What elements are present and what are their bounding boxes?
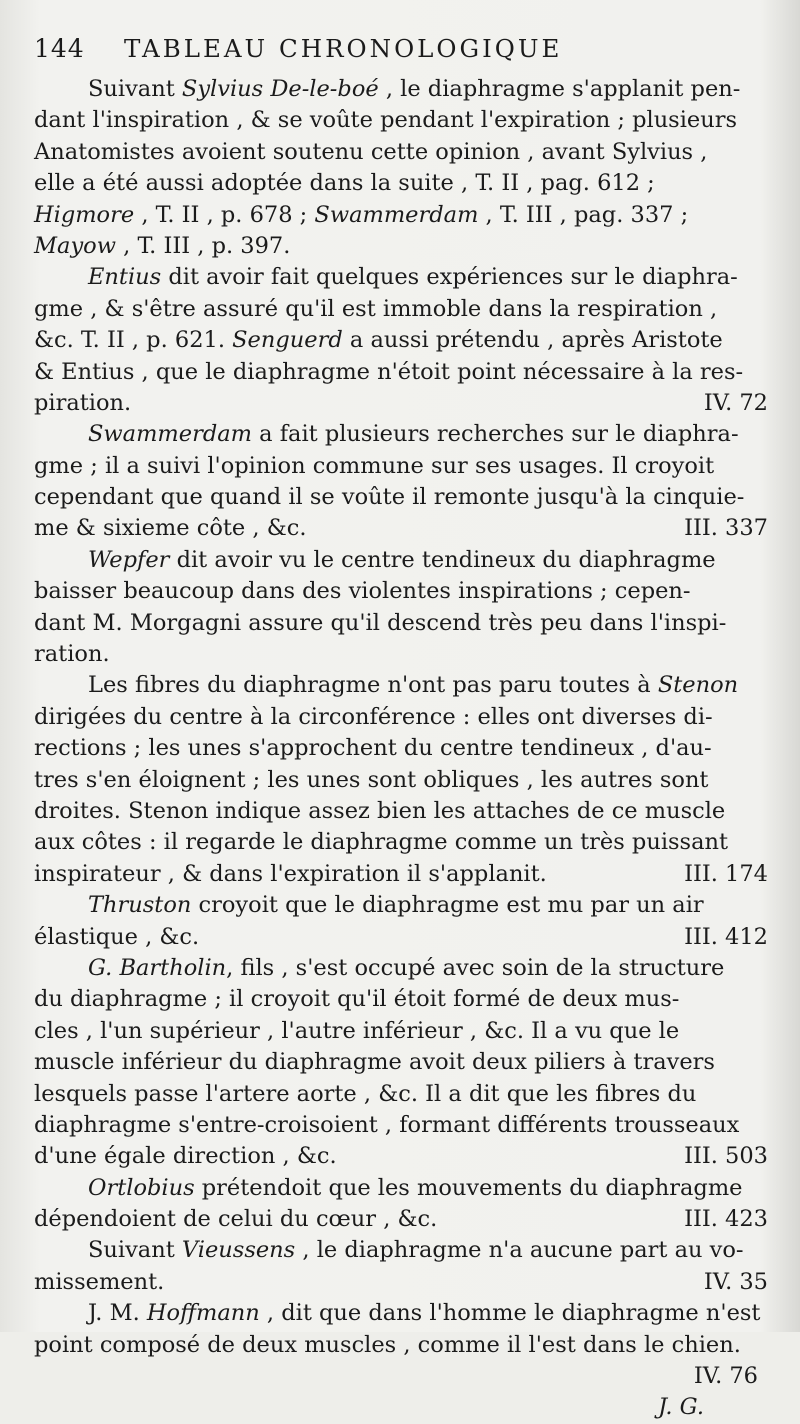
text-line: rections ; les unes s'approchent du centre tendineux , d'au- xyxy=(34,735,712,762)
text-line: cependant que quand il se voûte il remonte jusqu'à la cinquie- xyxy=(34,484,745,511)
italic-name: Stenon xyxy=(657,672,739,699)
text-line-with-reference: me & sixieme côte , &c. III. 337 xyxy=(34,513,788,544)
text-line: G. Bartholin, fils , s'est occupé avec soin de la structure xyxy=(88,954,725,981)
italic-name: Mayow xyxy=(34,232,116,259)
page-number: 144 xyxy=(34,34,85,63)
italic-name: Entius xyxy=(88,264,162,291)
text-line-with-reference: missement. IV. 35 xyxy=(34,1267,788,1298)
text-line: cles , l'un supérieur , l'autre inférieur , &c. Il a vu que le xyxy=(34,1017,680,1044)
italic-name: Hoffmann xyxy=(146,1300,260,1327)
italic-name: Wepfer xyxy=(88,546,170,573)
text-line: gme ; il a suivi l'opinion commune sur ses usages. Il croyoit xyxy=(34,452,715,479)
text-line: dant M. Morgagni assure qu'il descend très peu dans l'inspi- xyxy=(34,609,727,636)
text-line: droites. Stenon indique assez bien les attaches de ce muscle xyxy=(34,797,726,824)
text-line-with-reference: d'une égale direction , &c. III. 503 xyxy=(34,1141,788,1172)
text-line: du diaphragme ; il croyoit qu'il étoit formé de deux mus- xyxy=(34,986,680,1013)
text-line-with-reference: dépendoient de celui du cœur , &c. III. 423 xyxy=(34,1204,788,1235)
paragraph xyxy=(34,1298,788,1392)
text-line: point composé de deux muscles , comme il l'est dans le chien. xyxy=(34,1331,741,1358)
paragraph xyxy=(34,1235,788,1298)
italic-name: Thruston xyxy=(88,892,192,919)
italic-name: Sylvius De-le-boé xyxy=(181,76,379,102)
text-line: lesquels passe l'artere aorte , &c. Il a dit que les fibres du xyxy=(34,1080,697,1107)
volume-reference: IV. 35 xyxy=(703,1268,768,1295)
text-line: & Entius , que le diaphragme n'étoit point nécessaire à la res- xyxy=(34,358,744,385)
text-line: muscle inférieur du diaphragme avoit deux piliers à travers xyxy=(34,1049,715,1076)
text-line: Mayow , T. III , p. 397. xyxy=(34,232,291,259)
paragraph xyxy=(34,419,788,545)
volume-reference: IV. 72 xyxy=(703,389,768,416)
italic-name: Swammerdam xyxy=(88,421,252,448)
paragraph xyxy=(34,953,788,1173)
body-text xyxy=(34,74,788,1392)
italic-name: Vieussens xyxy=(181,1237,296,1264)
paragraph xyxy=(34,670,788,890)
text-line: Anatomistes avoient soutenu cette opinion , avant Sylvius , xyxy=(34,138,708,165)
text-line: Thruston croyoit que le diaphragme est mu par un air xyxy=(88,892,704,919)
text-line: Wepfer dit avoir vu le centre tendineux du diaphragme xyxy=(88,546,716,573)
text-line: tres s'en éloignent ; les unes sont obliques , les autres sont xyxy=(34,766,709,793)
text-line: &c. T. II , p. 621. Senguerd a aussi prétendu , après Aristote xyxy=(34,327,723,354)
text-line: J. M. Hoffmann , dit que dans l'homme le diaphragme n'est xyxy=(88,1300,761,1327)
text-line: Higmore , T. II , p. 678 ; Swammerdam , T. III , pag. 337 ; xyxy=(34,201,689,228)
volume-reference: III. 503 xyxy=(684,1143,768,1170)
text-line: Swammerdam a fait plusieurs recherches sur le diaphra- xyxy=(88,421,739,448)
text-line: Entius dit avoir fait quelques expériences sur le diaphra- xyxy=(88,264,738,291)
text-line-with-reference: élastique , &c. III. 412 xyxy=(34,922,788,953)
volume-reference: IV. 76 xyxy=(693,1363,758,1390)
text-line: gme , & s'être assuré qu'il est immoble dans la respiration , xyxy=(34,295,718,322)
author-initials: J. G. xyxy=(658,1394,704,1421)
text-line: Ortlobius prétendoit que les mouvements du diaphragme xyxy=(88,1174,743,1201)
text-line: baisser beaucoup dans des violentes inspirations ; cepen- xyxy=(34,578,691,605)
text-line: Les fibres du diaphragme n'ont pas paru toutes à Stenon xyxy=(88,672,739,699)
paragraph xyxy=(34,74,788,262)
text-line: elle a été aussi adoptée dans la suite , T. II , pag. 612 ; xyxy=(34,170,655,197)
volume-reference: III. 412 xyxy=(684,923,768,950)
italic-name: Higmore xyxy=(34,201,135,228)
text-line-with-reference: inspirateur , & dans l'expiration il s'applanit. III. 174 xyxy=(34,859,788,890)
paragraph xyxy=(34,890,788,953)
volume-reference: III. 337 xyxy=(684,515,768,542)
text-line: aux côtes : il regarde le diaphragme comme un très puissant xyxy=(34,829,729,856)
paragraph xyxy=(34,262,788,419)
running-title: TABLEAU CHRONOLOGIQUE xyxy=(124,34,563,63)
page-header xyxy=(34,34,788,74)
text-line: Suivant Sylvius De-le-boé , le diaphragme s'applanit pen- xyxy=(88,76,741,102)
text-line: diaphragme s'entre-croisoient , formant différents trousseaux xyxy=(34,1111,740,1138)
italic-name: Ortlobius xyxy=(88,1174,195,1201)
paragraph xyxy=(34,545,788,671)
italic-name: Senguerd xyxy=(232,327,343,354)
italic-name: G. Bartholin xyxy=(88,954,227,981)
italic-name: Swammerdam xyxy=(314,201,479,228)
text-line: ration. xyxy=(34,641,110,668)
volume-reference: III. 174 xyxy=(684,860,768,887)
text-line-with-reference: piration. IV. 72 xyxy=(34,388,788,419)
text-line: Suivant Vieussens , le diaphragme n'a aucune part au vo- xyxy=(88,1237,744,1264)
text-line: dirigées du centre à la circonférence : elles ont diverses di- xyxy=(34,703,713,730)
paragraph xyxy=(34,1173,788,1236)
text-line: dant l'inspiration , & se voûte pendant l'expiration ; plusieurs xyxy=(34,107,738,134)
volume-reference: III. 423 xyxy=(684,1206,768,1233)
